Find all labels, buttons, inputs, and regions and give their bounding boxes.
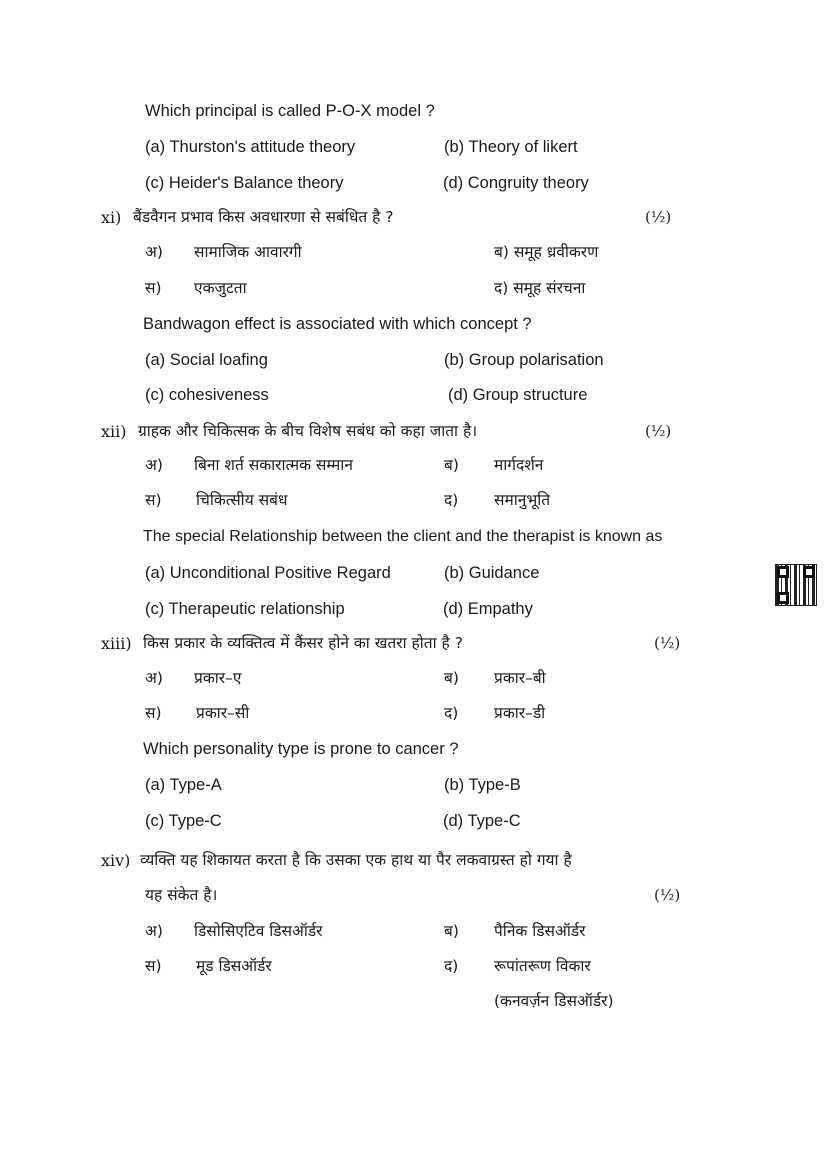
q10-option-d: (d) Congruity theory	[443, 174, 589, 192]
q13-hindi-d-label: द)	[444, 704, 459, 722]
q12-option-d: (d) Empathy	[443, 600, 533, 618]
q12-hindi-question: ग्राहक और चिकित्सक के बीच विशेष सबंध को कहा जाता है।	[138, 422, 478, 440]
q11-option-a: (a) Social loafing	[145, 351, 268, 369]
q10-option-c: (c) Heider's Balance theory	[145, 174, 344, 192]
q14-hindi-c-label: स)	[145, 957, 162, 975]
q13-option-b: (b) Type-B	[444, 776, 521, 794]
q14-hindi-question-line1: व्यक्ति यह शिकायत करता है कि उसका एक हाथ या पैर लकवाग्रस्त हो गया है	[140, 851, 572, 869]
q13-option-a: (a) Type-A	[145, 776, 222, 794]
q11-hindi-c-label: स)	[145, 279, 162, 297]
q13-hindi-question: किस प्रकार के व्यक्तित्व में कैंसर होने का खतरा होता है ?	[143, 634, 463, 652]
q13-hindi-c: प्रकार–सी	[196, 704, 250, 722]
q12-question: The special Relationship between the client and the therapist is known as	[143, 528, 663, 545]
q13-hindi-d: प्रकार–डी	[494, 704, 546, 722]
q11-hindi-a: सामाजिक आवारगी	[194, 243, 302, 261]
q12-option-c: (c) Therapeutic relationship	[145, 600, 345, 618]
q11-hindi-b: ब) समूह ध्रवीकरण	[494, 243, 599, 261]
q10-question: Which principal is called P-O-X model ?	[145, 102, 435, 120]
q11-hindi-question: बैंडवैगन प्रभाव किस अवधारणा से सबंधित है ?	[133, 208, 394, 226]
q14-hindi-a: डिसोसिएटिव डिसऑर्डर	[194, 922, 323, 940]
q10-option-b: (b) Theory of likert	[444, 138, 578, 156]
q11-option-b: (b) Group polarisation	[444, 351, 604, 369]
q13-marks: (½)	[654, 634, 681, 652]
q12-number: xii)	[101, 422, 127, 441]
q11-option-c: (c) cohesiveness	[145, 386, 269, 404]
q10-option-a: (a) Thurston's attitude theory	[145, 138, 356, 156]
q12-hindi-b: मार्गदर्शन	[494, 456, 544, 474]
q11-option-d: (d) Group structure	[448, 386, 588, 404]
q14-hindi-question-line2: यह संकेत है।	[145, 886, 218, 904]
q11-question: Bandwagon effect is associated with which concept ?	[143, 315, 532, 333]
q14-hindi-c: मूड डिसऑर्डर	[196, 957, 272, 975]
q12-option-a: (a) Unconditional Positive Regard	[145, 564, 391, 582]
q13-hindi-b: प्रकार–बी	[494, 669, 546, 687]
q12-hindi-a: बिना शर्त सकारात्मक सम्मान	[194, 456, 353, 474]
q12-hindi-b-label: ब)	[444, 456, 459, 474]
q12-hindi-a-label: अ)	[145, 456, 163, 474]
q12-option-b: (b) Guidance	[444, 564, 540, 582]
q13-question: Which personality type is prone to cancer ?	[143, 740, 459, 758]
q14-hindi-b-label: ब)	[444, 922, 459, 940]
q12-hindi-d-label: द)	[444, 491, 459, 509]
q13-hindi-b-label: ब)	[444, 669, 459, 687]
q13-option-c: (c) Type-C	[145, 812, 222, 830]
q13-hindi-c-label: स)	[145, 704, 162, 722]
q11-hindi-a-label: अ)	[145, 243, 163, 261]
q14-hindi-b: पैनिक डिसऑर्डर	[494, 922, 586, 940]
q12-marks: (½)	[645, 422, 672, 440]
q14-hindi-d-extra: (कनवर्ज़न डिसऑर्डर)	[494, 992, 614, 1010]
q14-marks: (½)	[654, 886, 681, 904]
q11-number: xi)	[101, 208, 122, 227]
q12-hindi-d: समानुभूति	[494, 491, 551, 509]
q13-option-d: (d) Type-C	[443, 812, 521, 830]
q14-number: xiv)	[101, 851, 131, 870]
q14-hindi-d-label: द)	[444, 957, 459, 975]
q11-marks: (½)	[645, 208, 672, 226]
q13-number: xiii)	[101, 634, 132, 653]
qr-code-icon	[776, 565, 816, 605]
q12-hindi-c-label: स)	[145, 491, 162, 509]
q13-hindi-a: प्रकार–ए	[194, 669, 242, 687]
q11-hindi-c: एकजुटता	[194, 279, 247, 297]
q13-hindi-a-label: अ)	[145, 669, 163, 687]
q12-hindi-c: चिकित्सीय सबंध	[196, 491, 288, 509]
q11-hindi-d: द) समूह संरचना	[494, 279, 586, 297]
q14-hindi-a-label: अ)	[145, 922, 163, 940]
q14-hindi-d: रूपांतरूण विकार	[494, 957, 591, 975]
